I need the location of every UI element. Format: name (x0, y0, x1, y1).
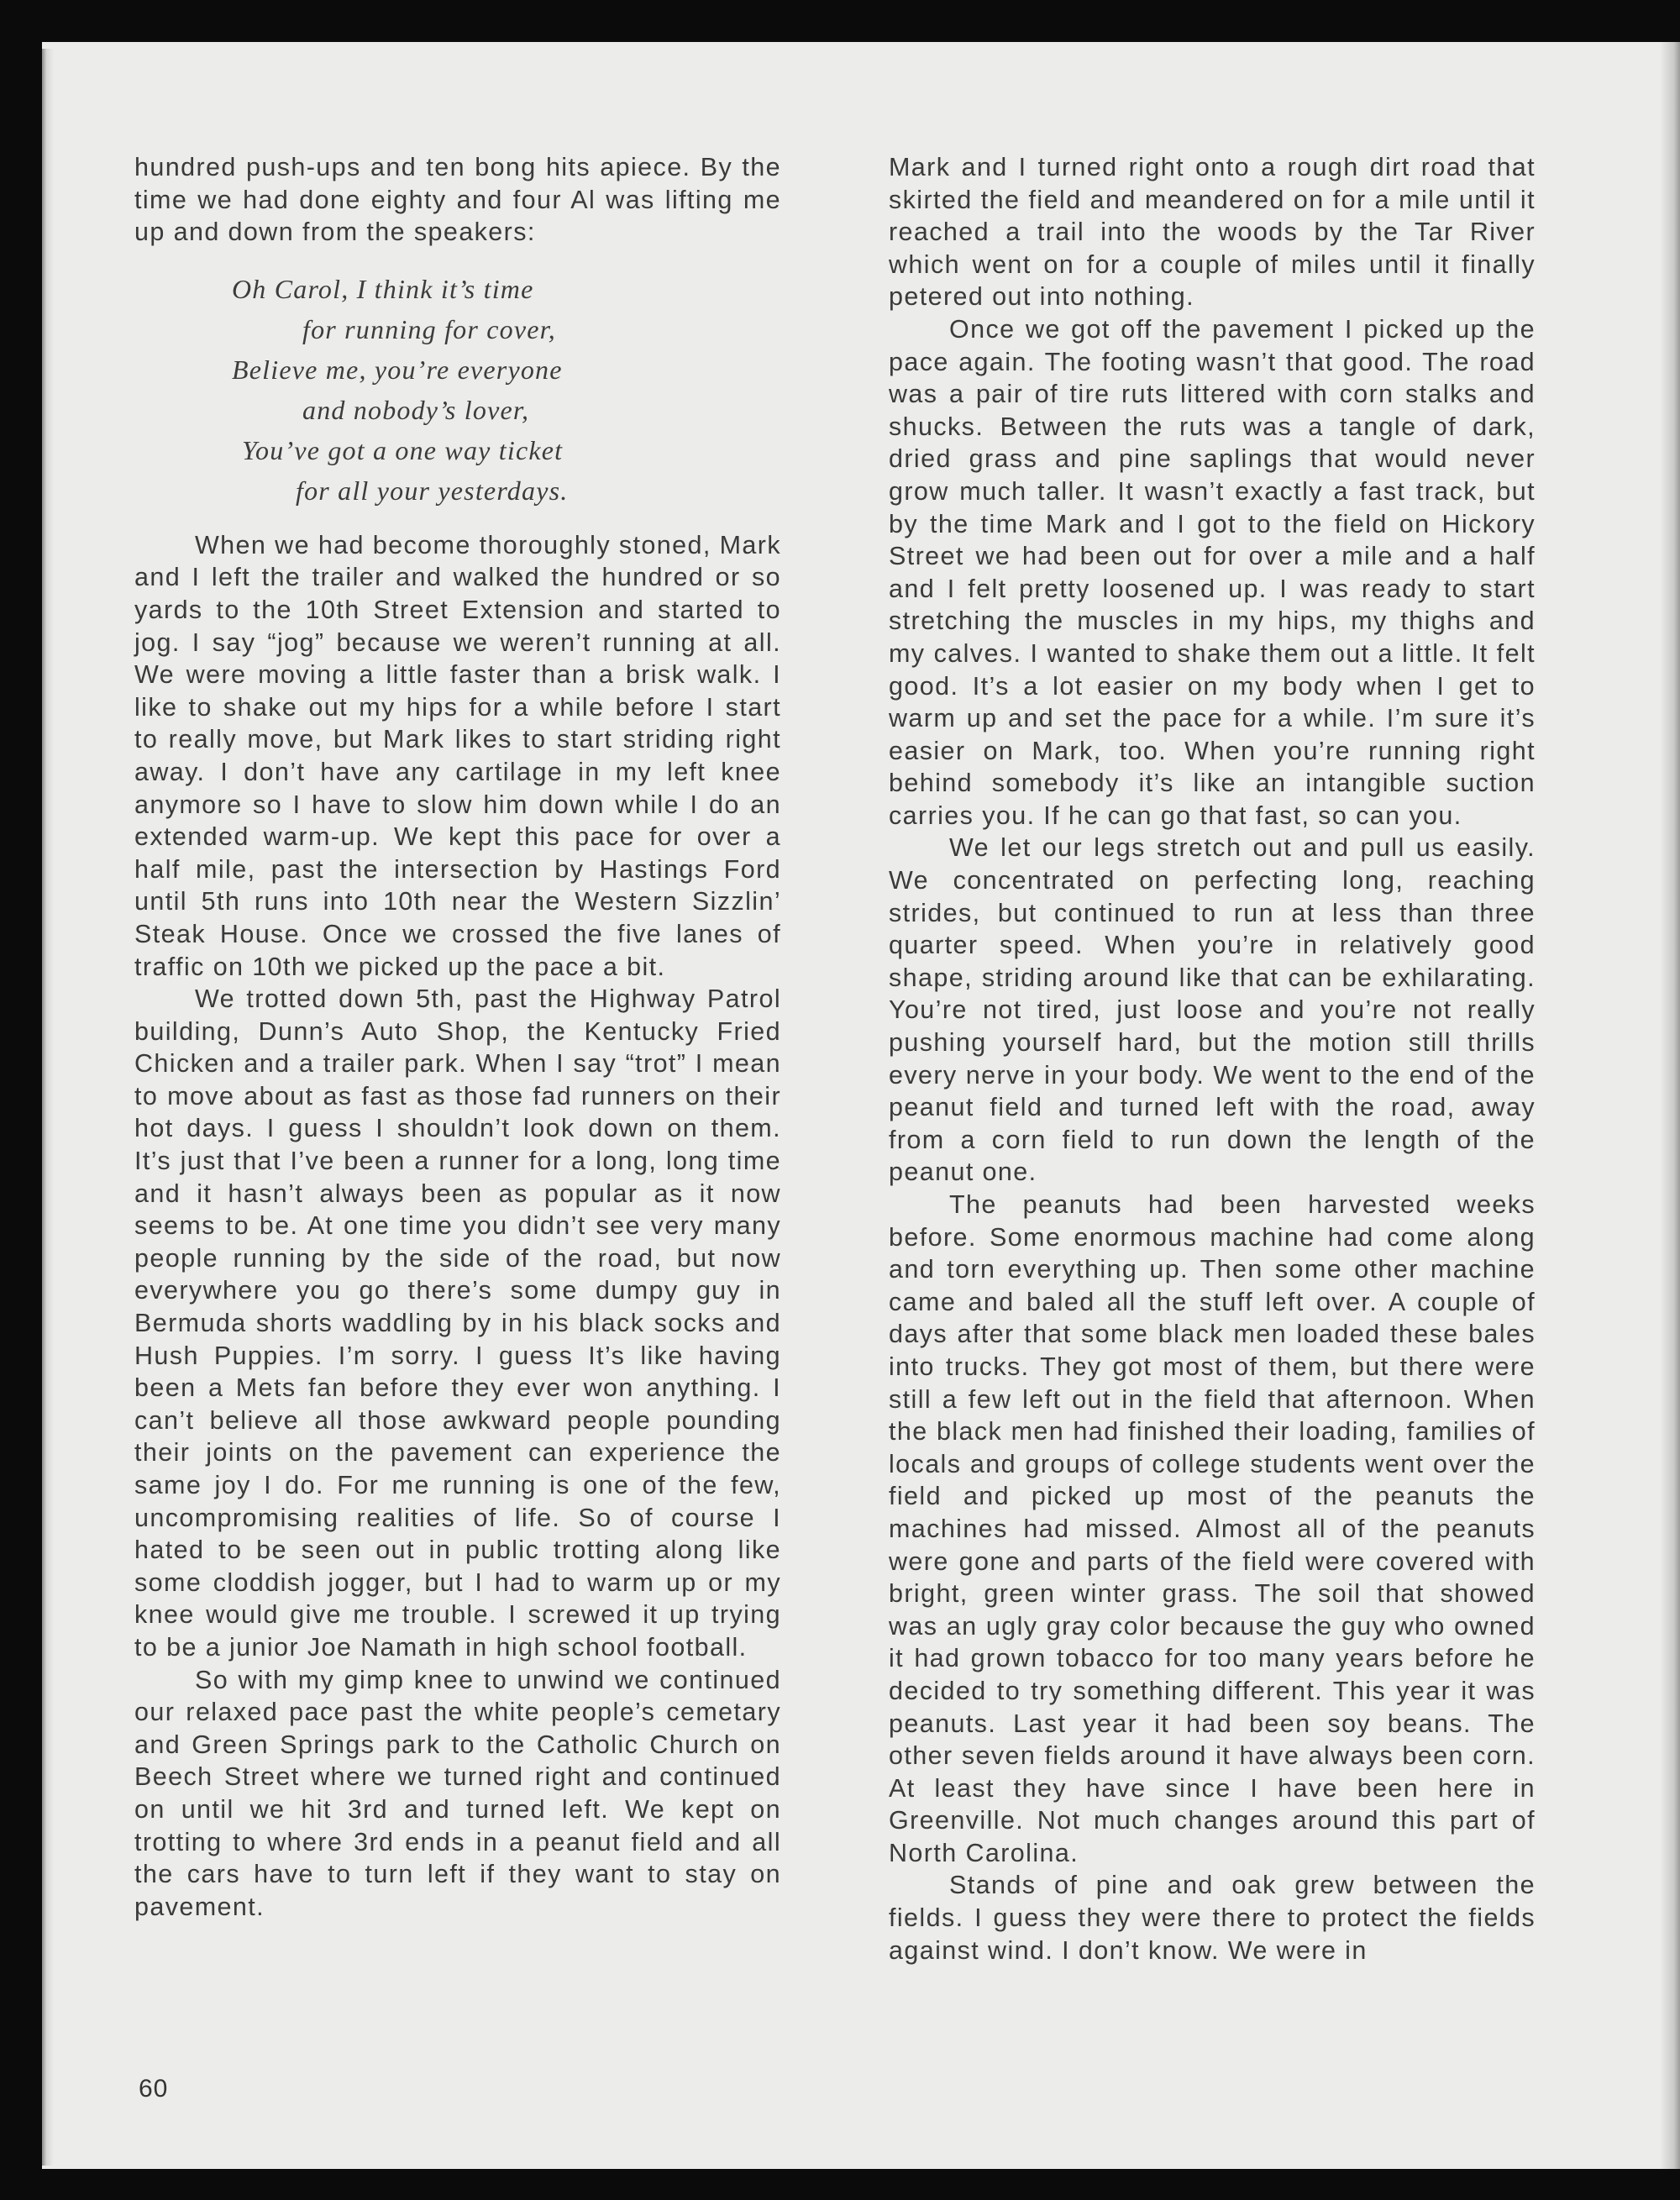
lyric-line: You’ve got a one way ticket (242, 434, 564, 465)
body-paragraph: Once we got off the pavement I picked up the pace again. The footing wasn’t that good. The road was a pair of tire ruts littered with corn stalks and shucks. Between the ruts was a tangle of dark, dried grass and pine saplings that would never grow much taller. It wasn’t exactly a fast track, but by the time Mark and I got to the field on Hickory Street we had been out for over a mile and a half and I felt pretty loosened up. I was ready to start stretching the muscles in my hips, my thighs and my calves. I wanted to shake them out a little. It felt good. It’s a lot easier on my body when I get to warm up and set the pace for a while. I’m sure it’s easier on Mark, too. When you’re running right behind somebody it’s like an intangible suction carries you. If he can go that fast, so can you. (889, 314, 1536, 830)
page-outer-edge (1660, 42, 1680, 2169)
lyric-line: for running for cover, (302, 313, 556, 344)
left-column (134, 151, 781, 1923)
right-column (889, 151, 1536, 1966)
lyric-line: and nobody’s lover, (302, 394, 530, 425)
lyric-line: for all your yesterdays. (296, 475, 569, 506)
left-intro-paragraph: hundred push-ups and ten bong hits apiece. By the time we had done eighty and four Al was lifting me up and down from the speakers: (134, 153, 781, 247)
song-lyrics (134, 269, 781, 511)
body-paragraph: So with my gimp knee to unwind we continued our relaxed pace past the white people’s cemetary and Green Springs park to the Catholic Church on Beech Street where we turned right and continued on until we hit 3rd and turned left. We kept on trotting to where 3rd ends in a peanut field and all the cars have to turn left if they want to stay on pavement. (134, 1665, 781, 1921)
body-paragraph: We let our legs stretch out and pull us easily. We concentrated on perfecting long, reaching strides, but continued to run at less than three quarter speed. When you’re in relatively good shape, striding around like that can be exhilarating. You’re not tired, just loose and you’re not really pushing yourself hard, but the motion still thrills every nerve in your body. We went to the end of the peanut field and turned left with the road, away from a corn field to run down the length of the peanut one. (889, 833, 1536, 1187)
lyric-line: Believe me, you’re everyone (232, 354, 563, 385)
right-lead-paragraph: Mark and I turned right onto a rough dirt road that skirted the field and meandered on for a mile until it reached a trail into the woods by the Tar River which went on for a couple of miles until it finally petered out into nothing. (889, 153, 1536, 312)
page-number: 60 (139, 2075, 169, 2103)
body-paragraph: The peanuts had been harvested weeks before. Some enormous machine had come along and torn everything up. Then some other machine came and baled all the stuff left over. A couple of days after that some black men loaded these bales into trucks. They got most of them, but there were still a few left out in the field that afternoon. When the black men had finished their loading, families of locals and groups of college students went over the field and picked up most of the peanuts the machines had missed. Almost all of the peanuts were gone and parts of the field were covered with bright, green winter grass. The soil that showed was an ugly gray color because the guy who owned it had grown tobacco for too many years before he decided to try something different. This year it was peanuts. Last year it had been soy beans. The other seven fields around it have always been corn. At least they have since I have been here in Greenville. Not much changes around this part of North Carolina. (889, 1190, 1536, 1867)
lyric-line: Oh Carol, I think it’s time (232, 273, 534, 304)
body-paragraph: When we had become thoroughly stoned, Mark and I left the trailer and walked the hundred or so yards to the 10th Street Extension and started to jog. I say “jog” because we weren’t running at all. We were moving a little faster than a brisk walk. I like to shake out my hips for a while before I start to really move, but Mark likes to start striding right away. I don’t have any cartilage in my left knee anymore so I have to slow him down while I do an extended warm-up. We kept this pace for over a half mile, past the intersection by Hastings Ford until 5th runs into 10th near the Western Sizzlin’ Steak House. Once we crossed the five lanes of traffic on 10th we picked up the pace a bit. (134, 530, 781, 981)
body-paragraph: Stands of pine and oak grew between the fields. I guess they were there to protect the fields against wind. I don’t know. We were in (889, 1871, 1536, 1965)
page-binding-edge (42, 49, 54, 2166)
body-paragraph: We trotted down 5th, past the Highway Patrol building, Dunn’s Auto Shop, the Kentucky Fried Chicken and a trailer park. When I say “trot” I mean to move about as fast as those fad runners on their hot days. I guess I shouldn’t look down on them. It’s just that I’ve been a runner for a long, long time and it hasn’t always been as popular as it now seems to be. At one time you didn’t see very many people running by the side of the road, but now everywhere you go there’s some dumpy guy in Bermuda shorts waddling by in his black socks and Hush Puppies. I’m sorry. I guess It’s like having been a Mets fan before they ever won anything. I can’t believe all those awkward people pounding their joints on the pavement can experience the same joy I do. For me running is one of the few, uncompromising realities of life. So of course I hated to be seen out in public trotting along like some cloddish jogger, but I had to warm up or my knee would give me trouble. I screwed it up trying to be a junior Joe Namath in high school football. (134, 984, 781, 1662)
